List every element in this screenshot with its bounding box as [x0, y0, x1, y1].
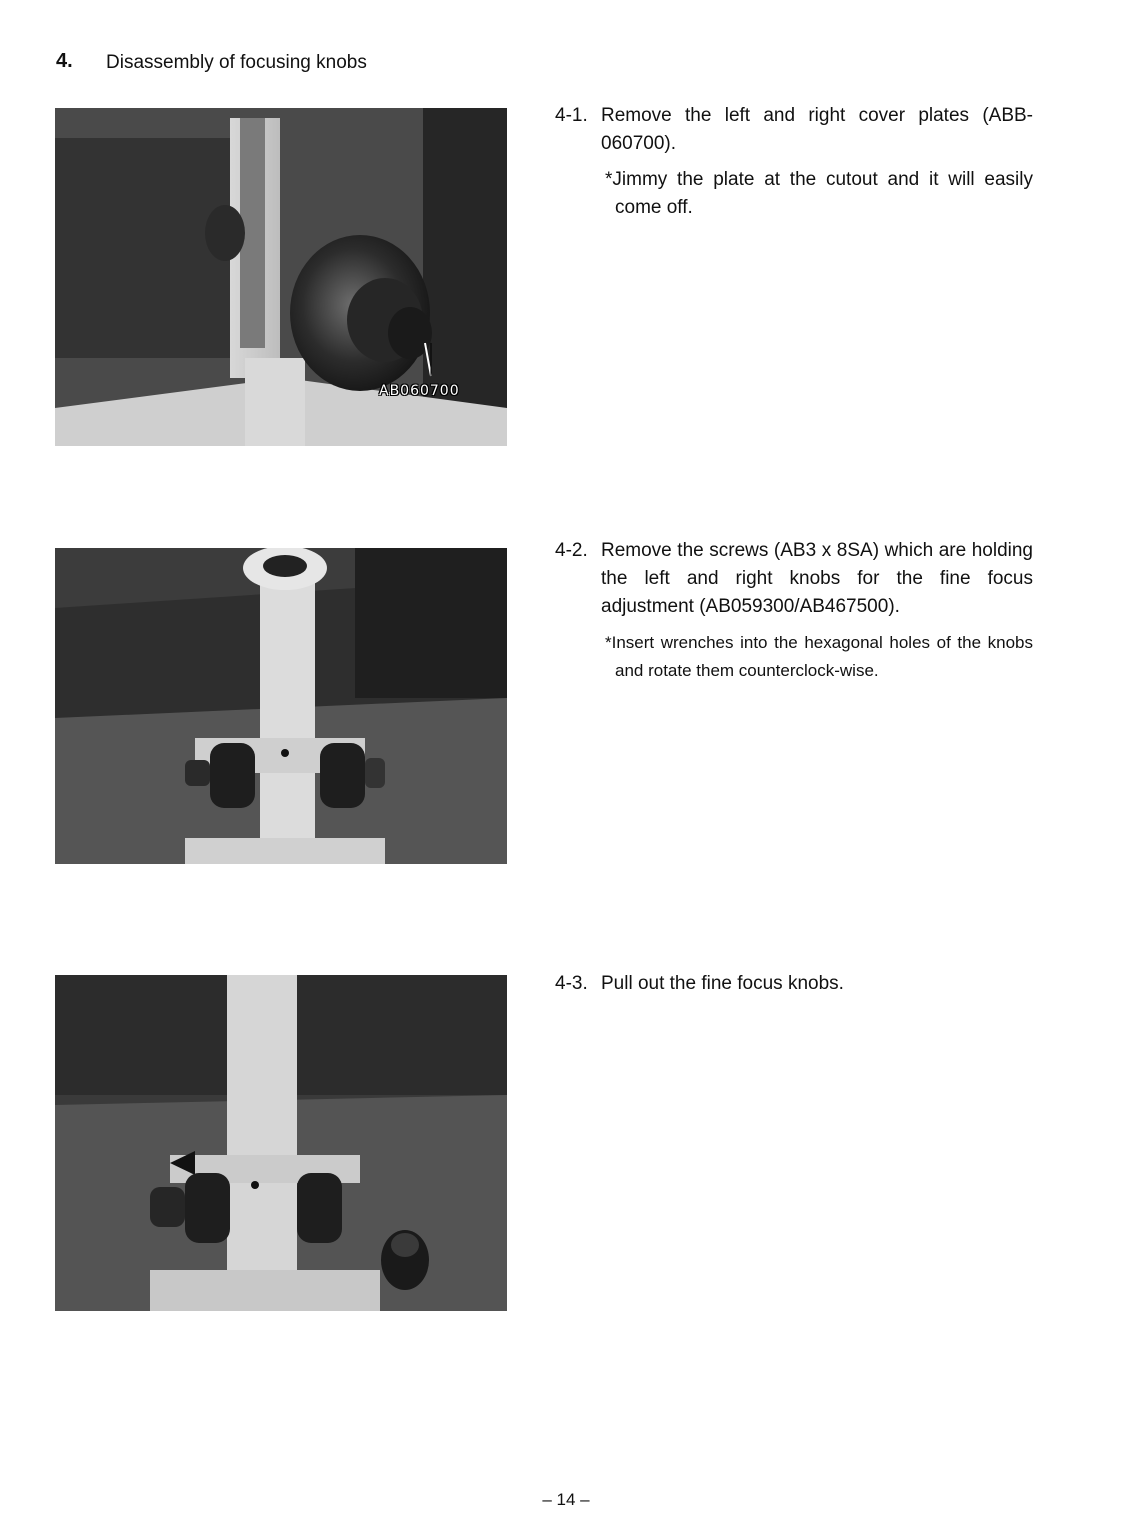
step-4-3	[555, 970, 1033, 998]
step-text: Pull out the fine focus knobs.	[601, 973, 844, 994]
step-number: 4-1.	[555, 105, 588, 126]
section-number: 4.	[56, 50, 73, 72]
photo-focus-knobs-removed	[55, 975, 507, 1311]
photo-cover-plate	[55, 108, 507, 446]
section-title: Disassembly of focusing knobs	[106, 52, 367, 73]
page-number: – 14 –	[542, 1490, 590, 1509]
photo-focus-knobs-removed-drawing	[55, 975, 507, 1311]
photo-focus-knobs-screws	[55, 548, 507, 864]
step-number: 4-2.	[555, 540, 588, 561]
step-text: Remove the screws (AB3 x 8SA) which are holding the left and right knobs for the fine focus adjustment (AB059300/AB467500).	[601, 540, 1033, 617]
step-4-2	[555, 537, 1033, 685]
step-note: *Jimmy the plate at the cutout and it will easily come off.	[605, 169, 1033, 218]
step-4-1	[555, 102, 1033, 222]
part-label-ab060700: AB060700	[379, 383, 460, 399]
photo-focus-knobs-screws-drawing	[55, 548, 507, 864]
step-note: *Insert wrenches into the hexagonal holes of the knobs and rotate them counterclock-wise.	[605, 633, 1033, 680]
step-text: Remove the left and right cover plates (ABB-060700).	[601, 105, 1033, 154]
step-number: 4-3.	[555, 973, 588, 994]
